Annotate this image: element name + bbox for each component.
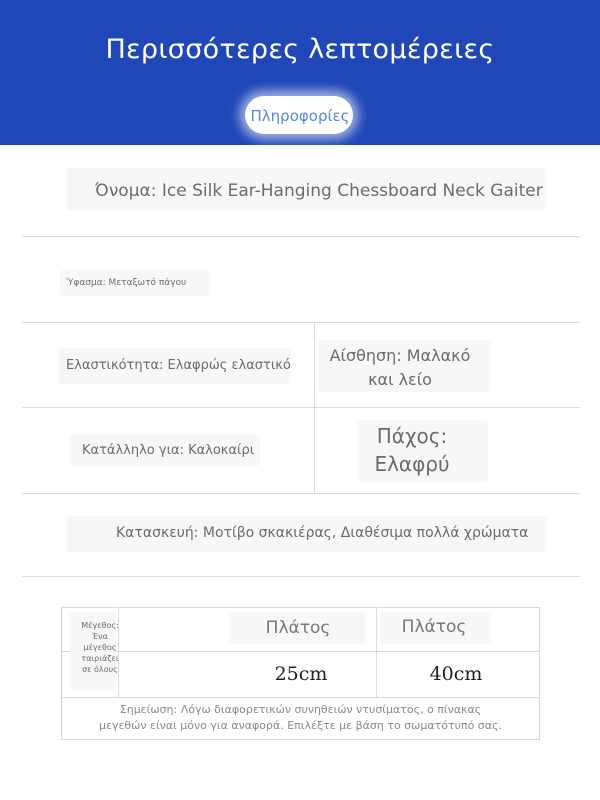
size-note-line2: μεγεθών είναι μόνο για αναφορά. Επιλέξτε με βάση το σωματότυπό σας. (99, 719, 502, 732)
width-header-1: Πλάτος (265, 618, 331, 638)
divider (22, 407, 580, 408)
width-value-2: 40cm (429, 663, 483, 685)
divider (22, 236, 580, 237)
size-note-line1: Σημείωση: Λόγω διαφορετικών συνηθειών ντυσίματος, ο πίνακας (119, 703, 482, 716)
table-row-divider (61, 697, 540, 698)
divider (22, 322, 580, 323)
page-title: Περισσότερες λεπτομέρειες (105, 34, 495, 65)
size-label-line: Μέγεθος: (81, 621, 119, 630)
size-label-line: ταιριάζει (81, 654, 119, 663)
thickness-line2: Ελαφρύ (374, 452, 450, 476)
divider (22, 576, 580, 577)
size-label-line: Ένα (92, 632, 108, 641)
width-value-1: 25cm (274, 663, 328, 685)
details-header (0, 0, 600, 145)
feel-line1: Αίσθηση: Μαλακό (329, 346, 471, 365)
info-tab-label[interactable]: Πληροφορίες (250, 107, 350, 125)
divider (22, 493, 580, 494)
suitable-text: Κατάλληλο για: Καλοκαίρι (82, 443, 255, 458)
size-label-line: σε όλους (82, 665, 118, 674)
elasticity-text: Ελαστικότητα: Ελαφρώς ελαστικό (66, 358, 291, 373)
size-label (60, 620, 140, 675)
name-text: Όνομα: Ice Silk Ear-Hanging Chessboard Neck Gaiter (95, 181, 543, 201)
size-label-line: μέγεθος (83, 643, 117, 652)
construction-text: Κατασκευή: Μοτίβο σκακιέρας, Διαθέσιμα πολλά χρώματα (116, 525, 529, 541)
fabric-text: Ύφασμα: Μεταξωτό πάγου (66, 278, 187, 288)
width-header-2: Πλάτος (401, 617, 467, 637)
thickness-line1: Πάχος: (376, 424, 448, 448)
feel-line2: και λείο (368, 370, 432, 389)
